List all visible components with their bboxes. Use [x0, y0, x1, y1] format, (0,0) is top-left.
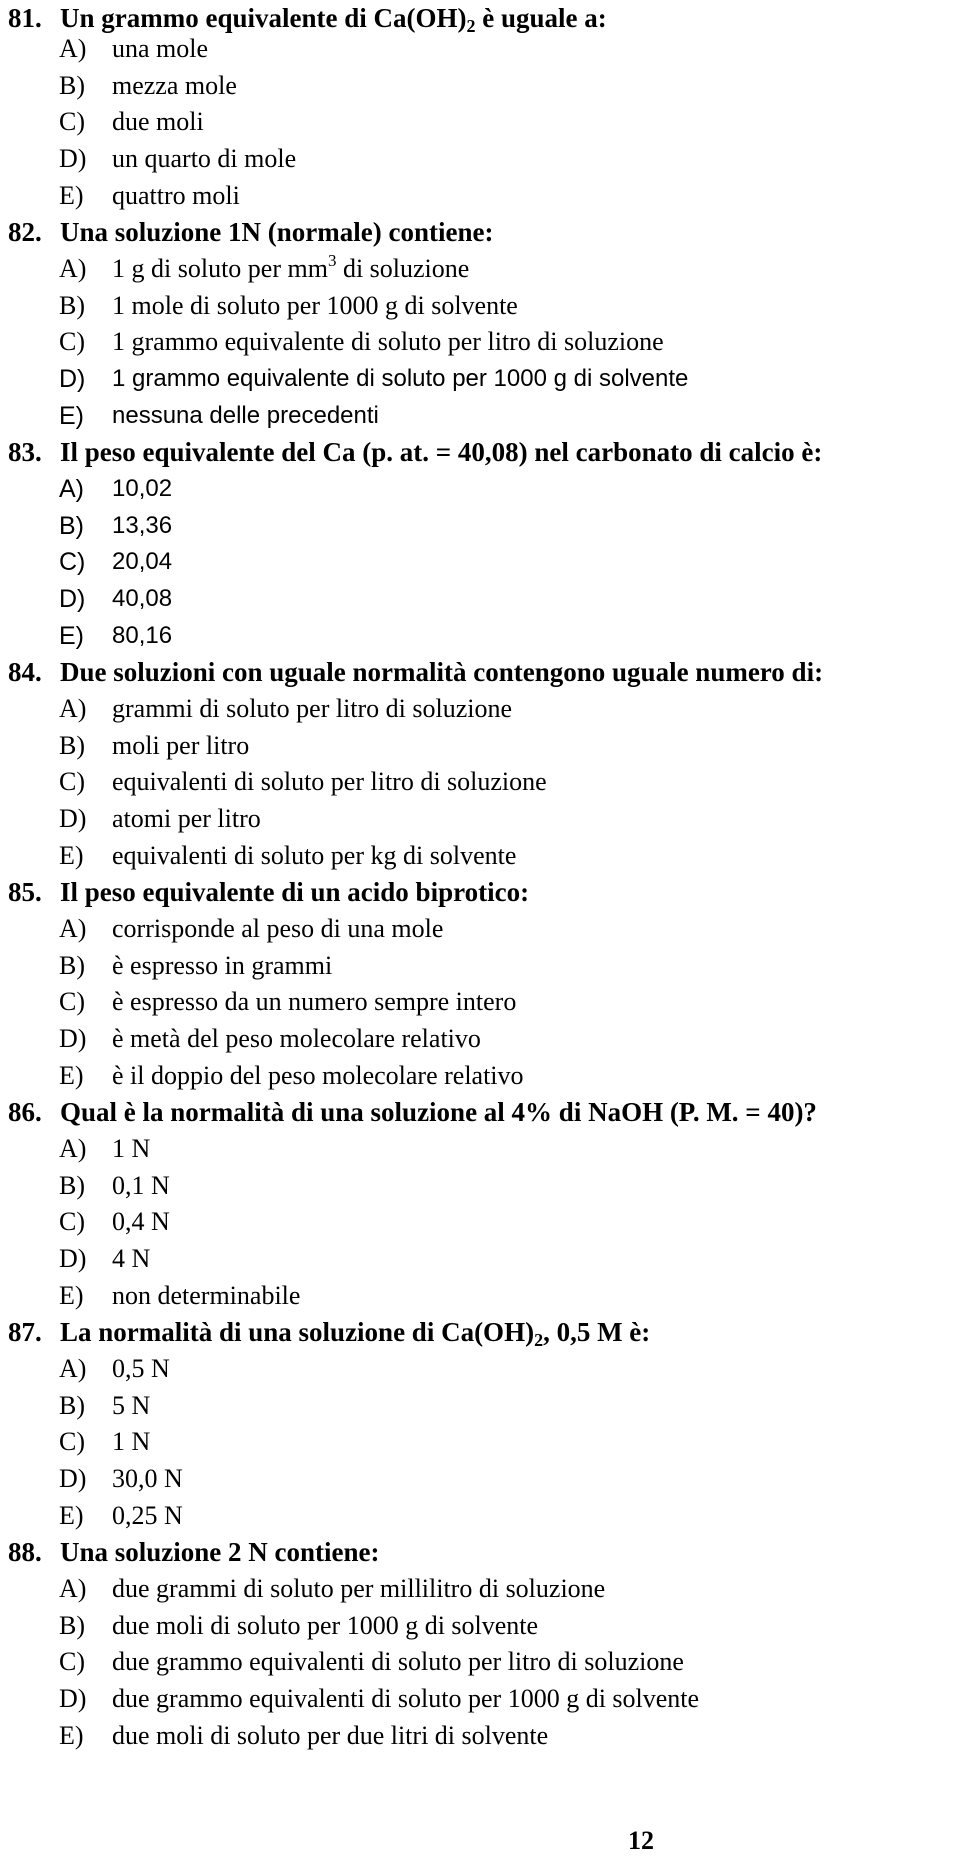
- option-letter: B): [59, 1391, 85, 1420]
- option-letter: D): [59, 365, 86, 393]
- option-letter: B): [59, 731, 85, 760]
- option-text: due moli di soluto per due litri di solvente: [112, 1721, 549, 1750]
- option-text: è espresso da un numero sempre intero: [112, 987, 517, 1016]
- option-text: 1 grammo equivalente di soluto per 1000 g di solvente: [112, 365, 689, 392]
- option-text: equivalenti di soluto per kg di solvente: [112, 841, 517, 870]
- question-text: Qual è la normalità di una soluzione al 4% di NaOH (P. M. = 40)?: [60, 1097, 817, 1127]
- option-letter: E): [59, 1721, 84, 1750]
- question-text: Il peso equivalente del Ca (p. at. = 40,08) nel carbonato di calcio è:: [60, 437, 823, 467]
- option-text: è il doppio del peso molecolare relativo: [112, 1061, 524, 1090]
- question-number: 81.: [8, 3, 42, 33]
- option-text: 1 grammo equivalente di soluto per litro di soluzione: [112, 327, 664, 356]
- option-text-part: 1 g di soluto per mm: [112, 254, 328, 283]
- option-letter: A): [59, 1354, 87, 1383]
- option-letter: B): [59, 951, 85, 980]
- option-text: 5 N: [112, 1391, 151, 1420]
- option-letter: D): [59, 1464, 87, 1493]
- option-letter: E): [59, 1281, 84, 1310]
- question-number: 82.: [8, 217, 42, 247]
- option-text: 20,04: [112, 548, 173, 575]
- option-letter: E): [59, 841, 84, 870]
- option-letter: A): [59, 1574, 87, 1603]
- option-letter: C): [59, 767, 85, 796]
- option-text-part: di soluzione: [336, 254, 470, 283]
- option-letter: C): [59, 987, 85, 1016]
- option-letter: E): [59, 1061, 84, 1090]
- option-letter: B): [59, 1611, 85, 1640]
- option-text: 0,25 N: [112, 1501, 183, 1530]
- question-number: 86.: [8, 1097, 42, 1127]
- question-text: Una soluzione 2 N contiene:: [60, 1537, 380, 1567]
- option-text: due grammo equivalenti di soluto per 1000 g di solvente: [112, 1684, 700, 1713]
- question-text: [60, 1314, 650, 1350]
- option-text: 80,16: [112, 622, 173, 649]
- option-text: due grammo equivalenti di soluto per litro di soluzione: [112, 1647, 684, 1676]
- option-letter: A): [59, 914, 87, 943]
- option-letter: D): [59, 1244, 87, 1273]
- option-letter: C): [59, 1207, 85, 1236]
- option-text: moli per litro: [112, 731, 250, 760]
- option-text: 0,1 N: [112, 1171, 170, 1200]
- option-text: atomi per litro: [112, 804, 261, 833]
- question-text-part: è uguale a:: [475, 3, 607, 33]
- option-text: due moli di soluto per 1000 g di solvente: [112, 1611, 539, 1640]
- option-letter: A): [59, 475, 84, 503]
- option-letter: E): [59, 181, 84, 210]
- option-letter: D): [59, 1684, 87, 1713]
- option-letter: B): [59, 512, 84, 540]
- option-text: 10,02: [112, 475, 173, 502]
- option-text: quattro moli: [112, 181, 240, 210]
- question-text-part: , 0,5 M è:: [543, 1317, 651, 1347]
- option-letter: A): [59, 34, 87, 63]
- option-text: nessuna delle precedenti: [112, 402, 379, 429]
- option-letter: C): [59, 107, 85, 136]
- option-text: 1 N: [112, 1134, 151, 1163]
- question-number: 85.: [8, 877, 42, 907]
- option-text: corrisponde al peso di una mole: [112, 914, 444, 943]
- option-letter: B): [59, 291, 85, 320]
- option-text: è metà del peso molecolare relativo: [112, 1024, 481, 1053]
- option-text: due grammi di soluto per millilitro di soluzione: [112, 1574, 606, 1603]
- option-text: una mole: [112, 34, 209, 63]
- option-letter: D): [59, 804, 87, 833]
- option-text: 1 N: [112, 1427, 151, 1456]
- option-text: 0,4 N: [112, 1207, 170, 1236]
- question-text: Due soluzioni con uguale normalità contengono uguale numero di:: [60, 657, 824, 687]
- option-text: 4 N: [112, 1244, 151, 1273]
- page-number: 12: [628, 1826, 654, 1855]
- option-letter: E): [59, 402, 84, 430]
- option-letter: D): [59, 144, 87, 173]
- option-letter: E): [59, 1501, 84, 1530]
- option-letter: B): [59, 71, 85, 100]
- option-text: un quarto di mole: [112, 144, 297, 173]
- option-letter: D): [59, 1024, 87, 1053]
- question-text-part: Un grammo equivalente di Ca(OH): [60, 3, 467, 33]
- question-number: 84.: [8, 657, 42, 687]
- option-text: 30,0 N: [112, 1464, 183, 1493]
- question-number: 83.: [8, 437, 42, 467]
- option-text: mezza mole: [112, 71, 237, 100]
- option-text: non determinabile: [112, 1281, 301, 1310]
- question-number: 87.: [8, 1317, 42, 1347]
- option-text: [112, 251, 469, 287]
- question-number: 88.: [8, 1537, 42, 1567]
- superscript: 3: [327, 251, 337, 270]
- option-letter: C): [59, 548, 86, 576]
- option-text: 40,08: [112, 585, 173, 612]
- option-text: è espresso in grammi: [112, 951, 333, 980]
- option-letter: C): [59, 1647, 85, 1676]
- question-text-part: La normalità di una soluzione di Ca(OH): [60, 1317, 535, 1347]
- option-letter: A): [59, 254, 87, 283]
- option-text: grammi di soluto per litro di soluzione: [112, 694, 513, 723]
- option-text: 0,5 N: [112, 1354, 170, 1383]
- option-letter: D): [59, 585, 86, 613]
- option-text: equivalenti di soluto per litro di soluzione: [112, 767, 547, 796]
- question-text: Il peso equivalente di un acido biprotico:: [60, 877, 530, 907]
- option-letter: B): [59, 1171, 85, 1200]
- subscript: 2: [534, 1330, 544, 1350]
- option-text: 1 mole di soluto per 1000 g di solvente: [112, 291, 518, 320]
- option-letter: C): [59, 327, 85, 356]
- option-text: 13,36: [112, 512, 173, 539]
- subscript: 2: [466, 16, 476, 36]
- question-text: Una soluzione 1N (normale) contiene:: [60, 217, 494, 247]
- option-letter: A): [59, 1134, 87, 1163]
- option-text: due moli: [112, 107, 204, 136]
- option-letter: C): [59, 1427, 85, 1456]
- option-letter: A): [59, 694, 87, 723]
- option-letter: E): [59, 622, 84, 650]
